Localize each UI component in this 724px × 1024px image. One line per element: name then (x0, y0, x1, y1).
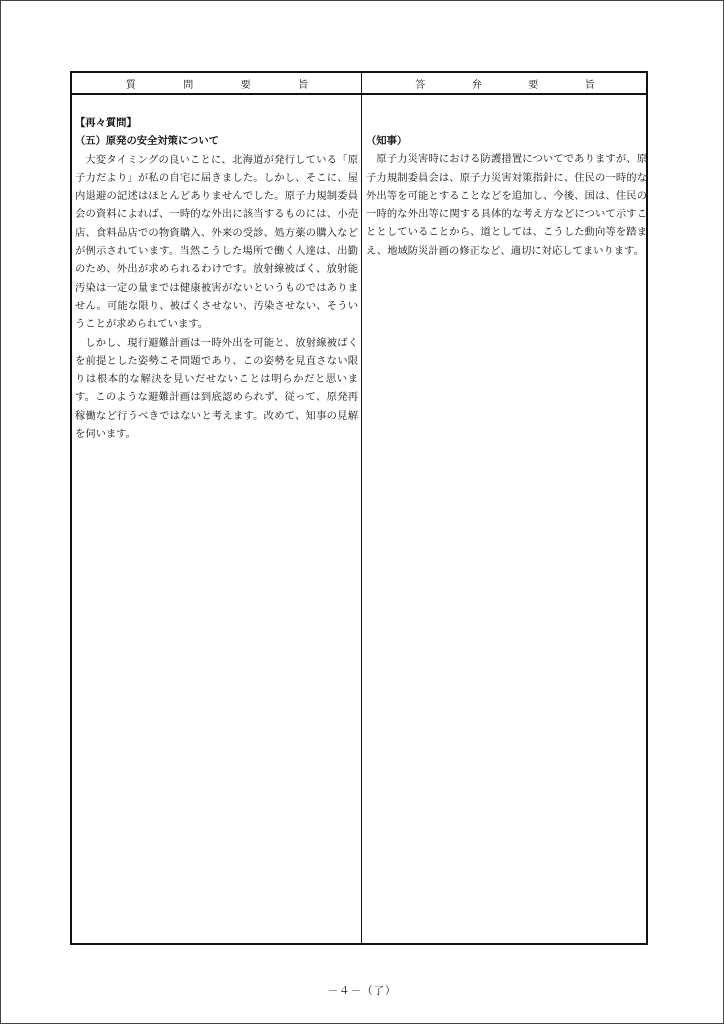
answer-speaker: （知事） (366, 135, 408, 147)
header-char: 問 (183, 79, 194, 91)
qa-table (70, 71, 648, 945)
column-divider (361, 73, 362, 943)
header-char: 要 (240, 79, 251, 91)
header-char: 旨 (584, 79, 595, 91)
answer-column (366, 95, 647, 260)
question-paragraph: しかし、現行避難計画は一時外出を可能と、放射線被ばくを前提とした姿勢こそ問題であり、この姿勢を見直さない限りは根本的な解決を見いだせないことは明らかだと思います。このような避難計画は到底認められず、従って、原発再稼働など行うべきではないと考えます。改めて、知事の見解を伺います。 (75, 336, 358, 441)
question-paragraph: 大変タイミングの良いことに、北海道が発行している「原子力だより」が私の自宅に届きました。しかし、そこに、屋内退避の記述はほとんどありませんでした。原子力規制委員会の資料によれば、一時的な外出に該当するものには、小売店、食料品店での物資購入、外来の受診、処方薬の購入などが例示されています。当然こうした場所で働く人達は、出勤のため、外出が求められるわけです。放射線被ばく、放射能汚染は一定の量までは健康被害がないというものではありません。可能な限り、被ばくさせない、汚染させない、そういうことが求められています。 (75, 153, 358, 331)
header-char: 質 (125, 79, 136, 91)
header-char: 答 (415, 79, 426, 91)
header-char: 要 (528, 79, 539, 91)
header-char: 弁 (471, 79, 482, 91)
table-header-row (72, 73, 646, 95)
question-column (75, 95, 358, 443)
question-summary-header (102, 73, 332, 93)
question-section-label: 【再々質問】 (75, 117, 137, 129)
header-char: 旨 (298, 79, 309, 91)
page-number: －４－（了） (327, 985, 397, 997)
answer-summary-header (392, 73, 618, 93)
answer-paragraph: 原子力災害時における防護措置についてでありますが、原子力規制委員会は、原子力災害対策指針に、住民の一時的な外出等を可能とすることなどを追加し、今後、国は、住民の一時的な外出等に関する具体的な考え方などについて示すこととしていることから、道としては、こうした動向等を踏まえ、地域防災計画の修正など、適切に対応してまいります。 (366, 153, 647, 257)
question-subtitle: （五）原発の安全対策について (75, 135, 219, 148)
